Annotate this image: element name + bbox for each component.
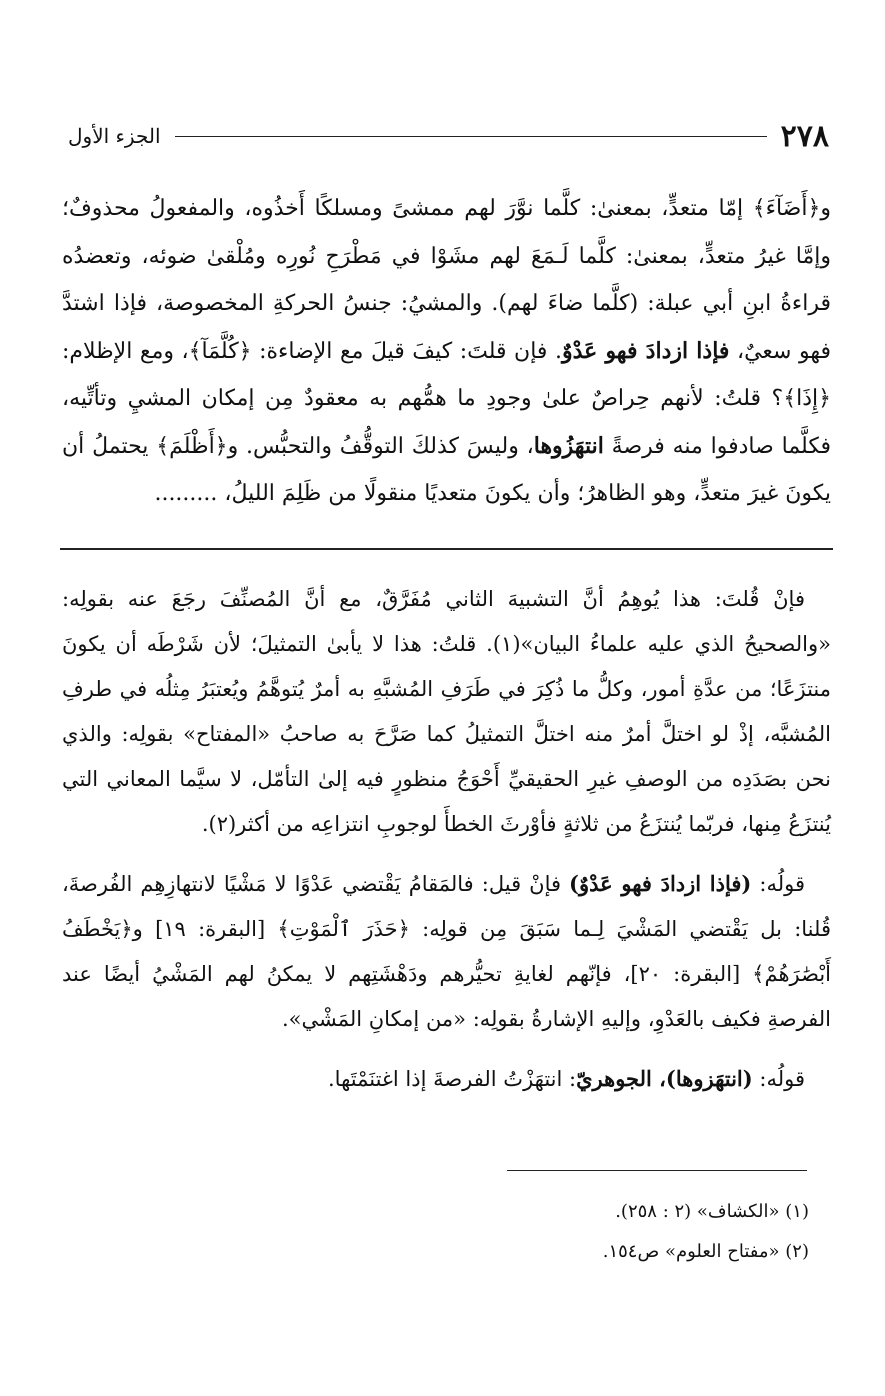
main-text-part: و﴿أَضَآءَ﴾ إمّا متعدٍّ، بمعنىٰ: كلَّما نوَّرَ لهم ممشىً ومسلكًا أَخذُوه، والمفعولُ محذوفٌ؛ وإمَّا غيرُ متعدٍّ، بمعنىٰ: كلَّما لَـمَعَ لهم مشَوْا في مَطْرَحِ نُورِه ومُلْقىٰ ضوئه، وتعضدُه قراءةُ ابنِ أبي عبلة: (كلَّما ضاءَ لهم). والمشيُ: جنسُ الحركةِ المخصوصة، فإذا اشتدَّ فهو سعيٌ، — [62, 196, 831, 364]
main-text-bold: فإذا ازدادَ فهو عَدْوٌ — [561, 337, 730, 364]
commentary-part: فإنْ قيل: فالمَقامُ يَقْتضي عَدْوًا لا مَشْيًا لانتهازِهِم الفُرصةَ، قُلنا: بل يَقْتضي المَشْيَ لِـما سَبَقَ مِن قولِه: ﴿حَذَرَ ٱلْمَوْتِ﴾ [البقرة: ١٩] و﴿يَخْطَفُ أَبْصَٰرَهُمْ﴾ [البقرة: ٢٠]، فإنّهم لغايةِ تحيُّرهم ودَهْشَتِهم لا يمكنُ لهم المَشْيُ أيضًا عند الفرصةِ فكيف بالعَدْوِ، وإليهِ الإشارةُ بقولِه: «من إمكانِ المَشْي». — [62, 872, 832, 1031]
commentary-paragraph — [62, 1056, 831, 1102]
commentary-lead: قولُه: — [751, 872, 806, 896]
page-number: ٢٧٨ — [780, 118, 829, 154]
commentary-bold: (انتهَزوها)، الجوهريّ — [576, 1066, 753, 1091]
footnote-rule — [507, 1170, 807, 1171]
footnote: (١) «الكشاف» (٢ : ٢٥٨). — [615, 1201, 809, 1222]
main-text-part: . فإن قلتَ: كيفَ قيلَ مع الإضاءة: ﴿كُلَّمَآ﴾، ومع الإظلام: ﴿إِذَا﴾؟ قلتُ: لأنهم حِراصٌ علىٰ وجودِ ما همُّهم به معقودٌ مِن إمكان المشيِ وتأتِّيه، فكلَّما صادفوا منه فرصةً — [62, 338, 831, 459]
commentary-part: : انتهَزْتُ الفرصةَ إذا اغتنَمْتَها. — [328, 1067, 577, 1091]
text-separator — [60, 548, 833, 550]
commentary-lead: قولُه: — [752, 1067, 805, 1091]
main-text-part: ، وليسَ كذلكَ التوقُّفُ والتحبُّس. و﴿أَظْلَمَ﴾ يحتملُ أن يكونَ غيرَ متعدٍّ، وهو الظاهرُ؛ وأن يكونَ متعديًا منقولًا من ظَلِمَ الليلُ، ......... — [62, 433, 831, 506]
commentary-paragraph: فإنْ قُلتَ: هذا يُوهِمُ أنَّ التشبيهَ الثاني مُفَرَّقٌ، مع أنَّ المُصنِّفَ رجَعَ عنه بقولِه: «والصحيحُ الذي عليه علماءُ البيان»(١). قلتُ: هذا لا يأبىٰ التمثيلَ؛ لأن شَرْطَه أن يكونَ منتزَعًا؛ من عدَّةِ أمور، وكلُّ ما ذُكِرَ في طَرَفِ المُشبَّهِ به أمرٌ يُتوهَّمُ ويُعتبَرُ مِثلُه في طرفِ المُشبَّه، إذْ لو اختلَّ أمرٌ منه اختلَّ التمثيلُ كما صَرَّحَ به صاحبُ «المفتاح» بقولِه: والذي نحن بصَدَدِه من الوصفِ غيرِ الحقيقيِّ أَحْوَجُ منظورٍ فيه إلىٰ التأمّل، لا سيَّما المعاني التي يُنتزَعُ مِنها، فربّما يُنتزَعُ من ثلاثةٍ فأوْرثَ الخطأَ لوجوبِ انتزاعِه من أكثر(٢). — [62, 587, 831, 836]
main-text-bold: انتهَزُوها — [533, 432, 604, 459]
main-text — [62, 185, 831, 518]
page-header — [68, 115, 829, 157]
commentary-paragraph — [62, 861, 831, 1042]
commentary-bold: (فإذا ازدادَ فهو عَدْوٌ) — [569, 871, 752, 896]
volume-title: الجزء الأول — [68, 124, 161, 148]
header-rule — [175, 136, 767, 137]
footnote: (٢) «مفتاح العلوم» ص١٥٤. — [602, 1241, 809, 1262]
commentary — [62, 577, 831, 1116]
footnotes — [62, 1192, 809, 1272]
main-paragraph — [62, 185, 831, 518]
